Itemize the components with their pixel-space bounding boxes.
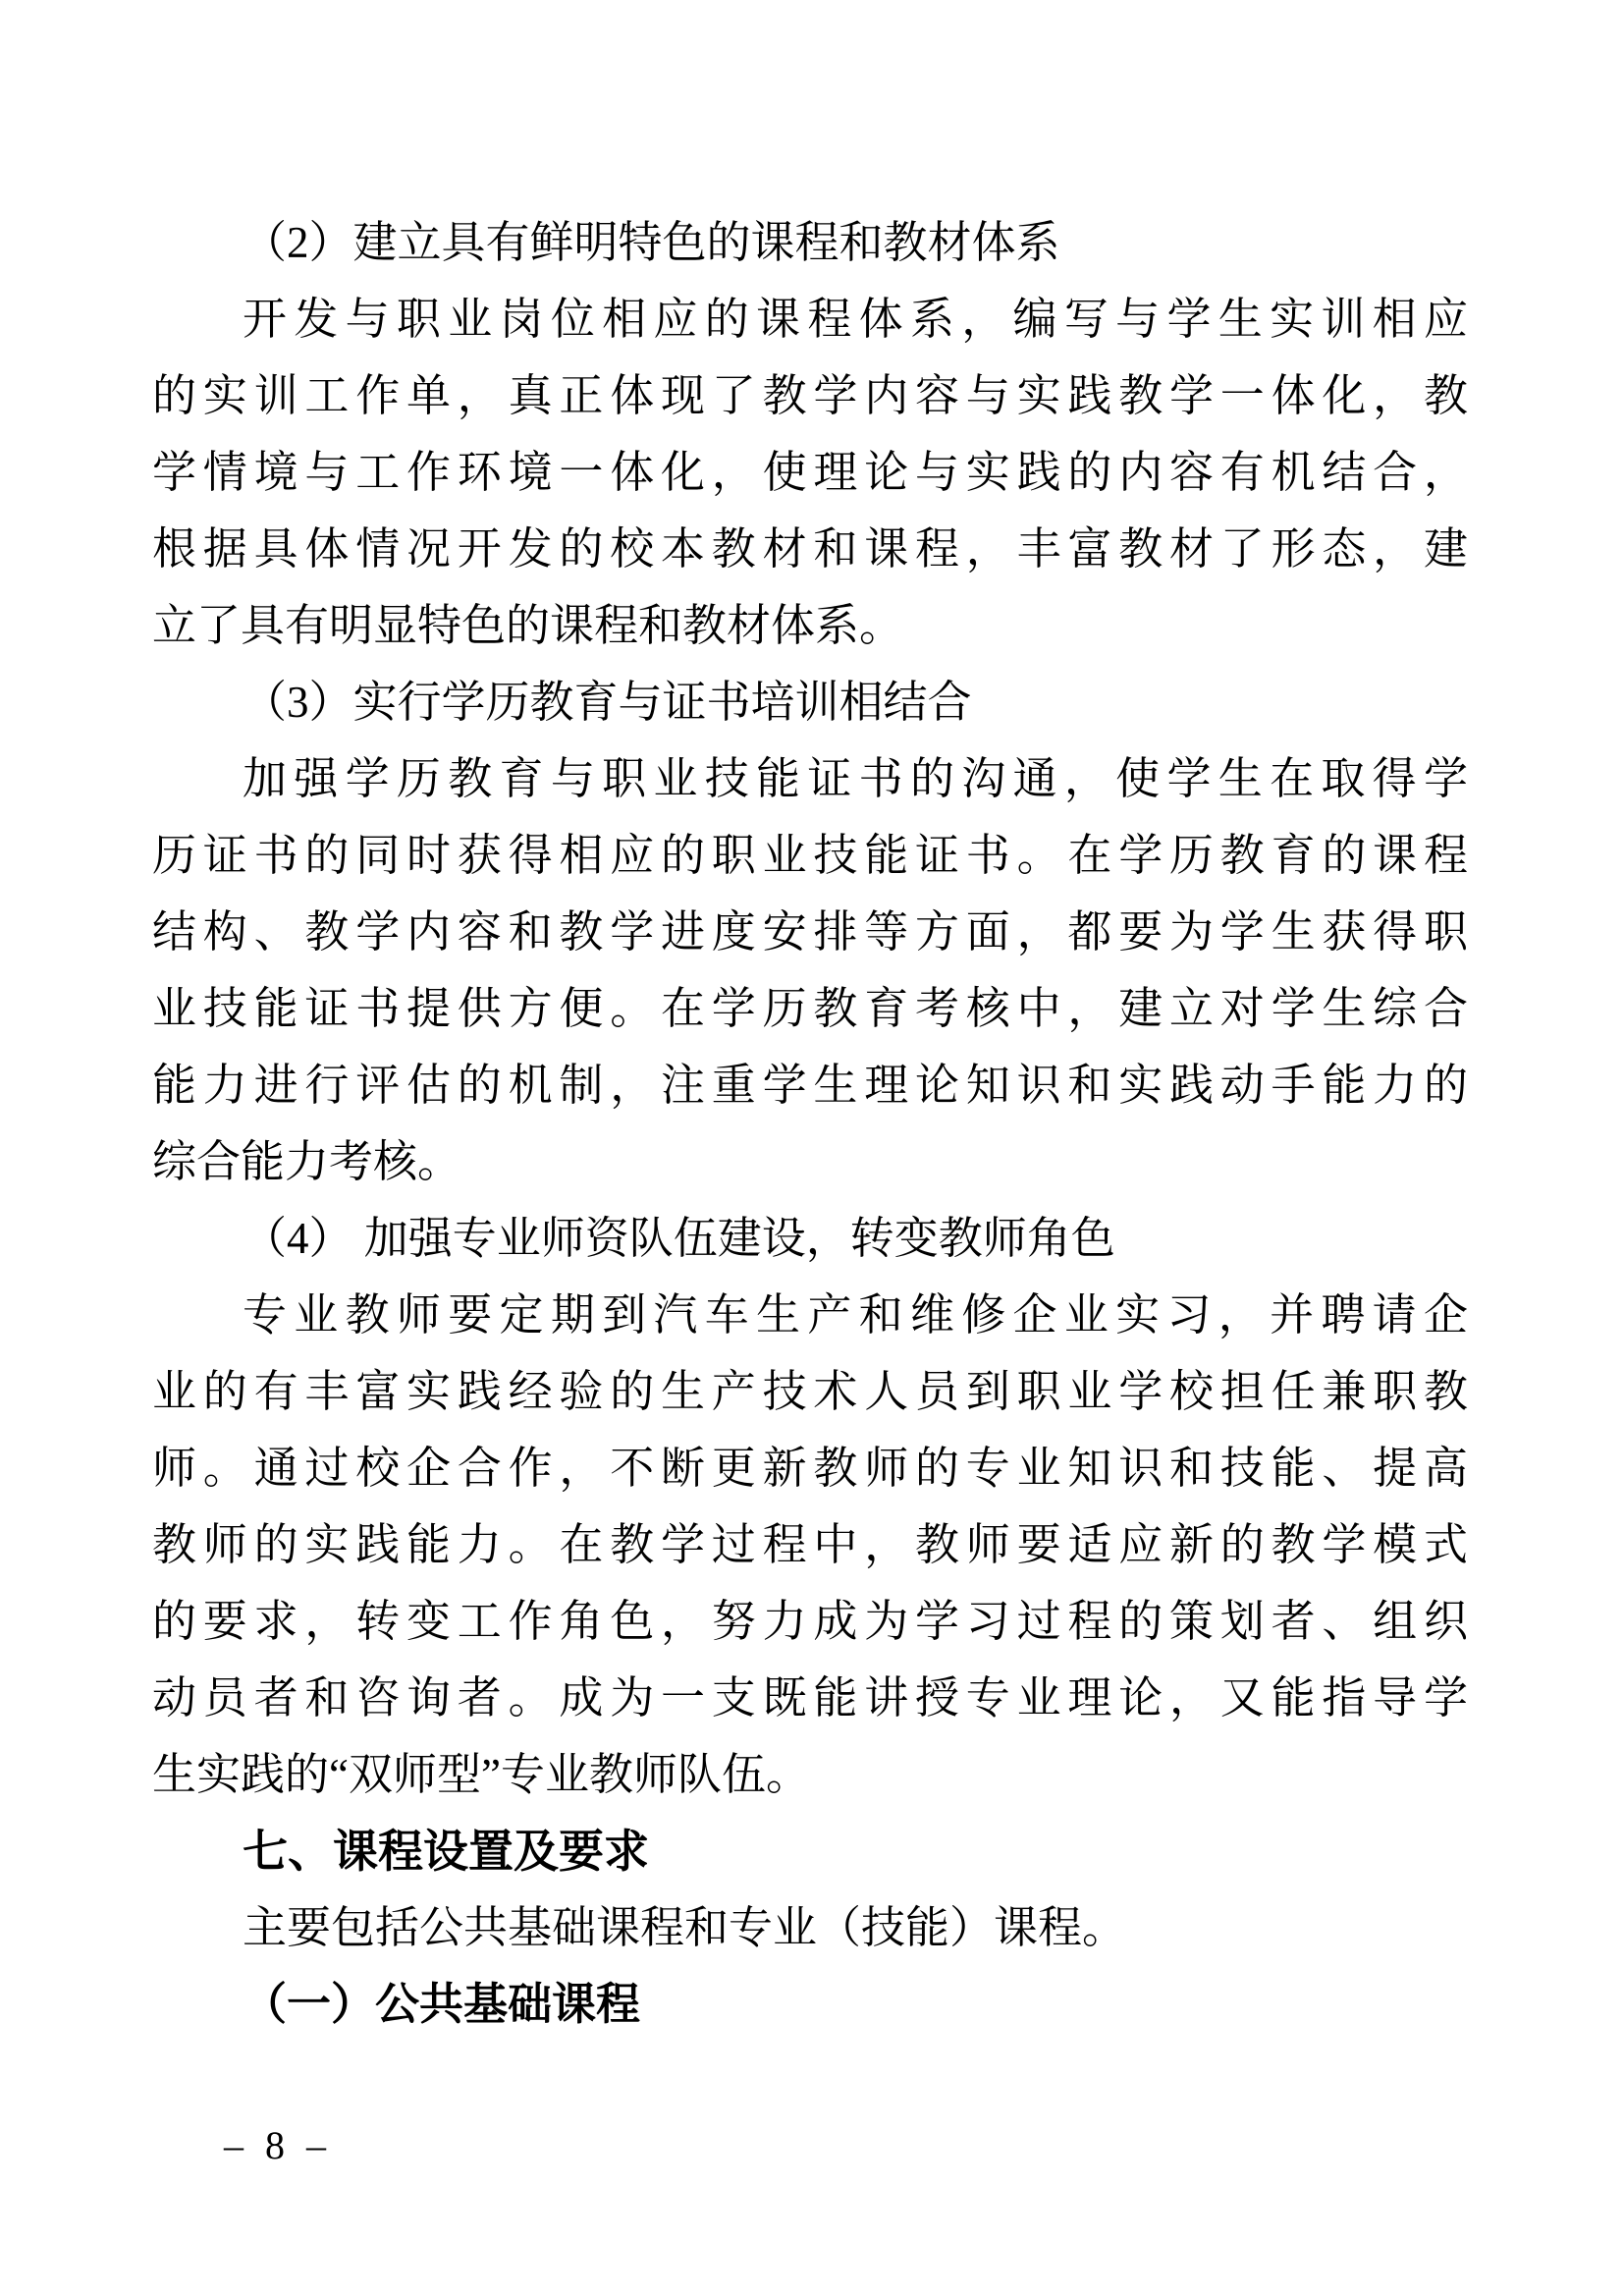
section-heading-7: 七、课程设置及要求: [243, 1826, 649, 1877]
body-line: 开发与职业岗位相应的课程体系，编写与学生实训相应: [243, 295, 1468, 344]
body-line: 加强学历教育与职业技能证书的沟通，使学生在取得学: [243, 754, 1468, 803]
page-number: – 8 –: [224, 2123, 332, 2167]
body-line: 动员者和咨询者。成为一支既能讲授专业理论，又能指导学: [152, 1673, 1468, 1722]
body-line: 业的有丰富实践经验的生产技术人员到职业学校担任兼职教: [152, 1367, 1468, 1416]
body-line: 专业教师要定期到汽车生产和维修企业实习，并聘请企: [243, 1290, 1468, 1339]
body-line: 综合能力考核。: [152, 1137, 462, 1186]
paragraph-heading-4: （4） 加强专业师资队伍建设，转变教师角色: [243, 1214, 1115, 1263]
subsection-heading-1: （一）公共基础课程: [243, 1980, 641, 2029]
body-line: 生实践的“双师型”专业教师队伍。: [152, 1750, 810, 1799]
body-line: 的要求，转变工作角色，努力成为学习过程的策划者、组织: [152, 1597, 1468, 1646]
body-line: 主要包括公共基础课程和专业（技能）课程。: [243, 1903, 1127, 1952]
body-line: 根据具体情况开发的校本教材和课程，丰富教材了形态，建: [152, 524, 1468, 574]
paragraph-heading-3: （3）实行学历教育与证书培训相结合: [243, 678, 972, 727]
body-line: 的实训工作单，真正体现了教学内容与实践教学一体化，教: [152, 371, 1468, 420]
body-line: 立了具有明显特色的课程和教材体系。: [152, 601, 904, 650]
body-line: 能力进行评估的机制，注重学生理论知识和实践动手能力的: [152, 1061, 1468, 1110]
body-line: 业技能证书提供方便。在学历教育考核中，建立对学生综合: [152, 984, 1468, 1033]
body-line: 学情境与工作环境一体化，使理论与实践的内容有机结合，: [152, 448, 1468, 497]
paragraph-heading-2: （2）建立具有鲜明特色的课程和教材体系: [243, 218, 1060, 267]
body-line: 历证书的同时获得相应的职业技能证书。在学历教育的课程: [152, 831, 1468, 880]
body-line: 结构、教学内容和教学进度安排等方面，都要为学生获得职: [152, 907, 1468, 957]
body-line: 教师的实践能力。在教学过程中，教师要适应新的教学模式: [152, 1520, 1468, 1569]
document-text-block: [152, 204, 1468, 2043]
body-line: 师。通过校企合作，不断更新教师的专业知识和技能、提高: [152, 1444, 1468, 1493]
